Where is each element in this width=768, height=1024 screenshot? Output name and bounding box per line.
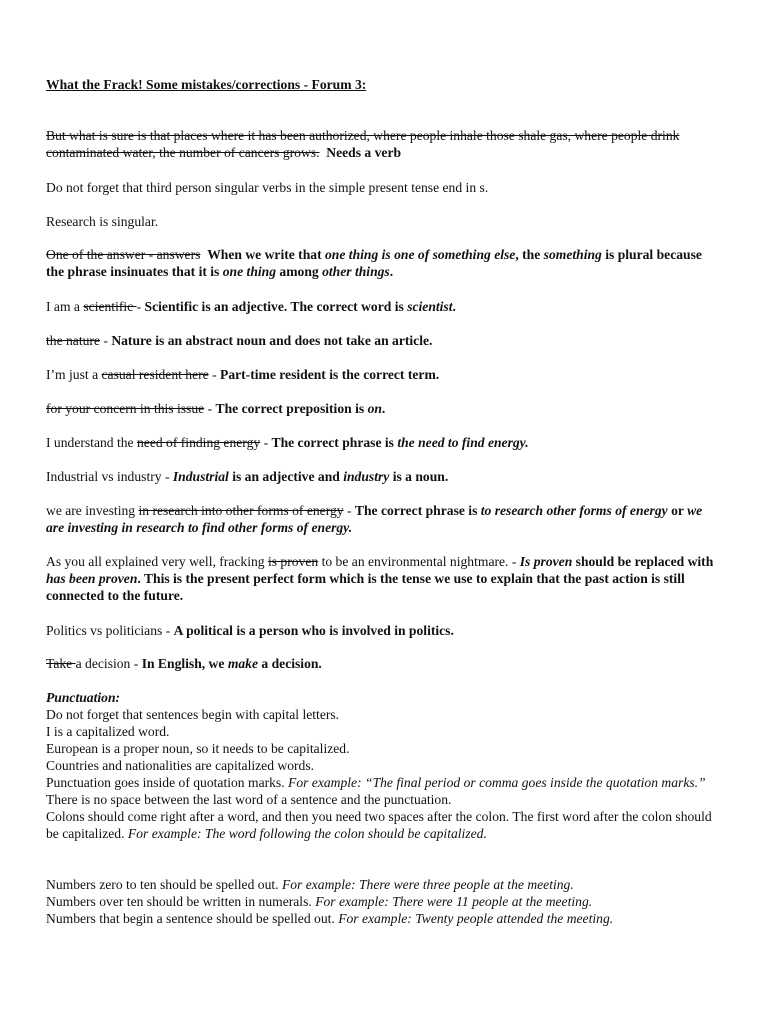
page-title: What the Frack! Some mistakes/corrections - Forum 3: [46, 77, 367, 92]
correction-entry-14: Take a decision - In English, we make a decision. [46, 656, 322, 671]
correction-note: Industrial is an adjective and industry is a noun. [172, 469, 449, 484]
struck-text: the nature [46, 333, 100, 348]
struck-fix: - answers [145, 247, 201, 262]
example-text: For example: The word following the colon should be capitalized. [127, 826, 487, 841]
correction-entry-7: I’m just a casual resident here - Part-time resident is the correct term. [46, 367, 440, 382]
punctuation-rule: Colons should come right after a word, and then you need two spaces after the colon. The first word after the colon should be capitalized. For example: The word following the colon should be capitalized. [46, 809, 712, 841]
punctuation-rule: Countries and nationalities are capitalized words. [46, 758, 315, 773]
correction-entry-8: for your concern in this issue - The correct preposition is on. [46, 401, 386, 416]
correction-entry-9: I understand the need of finding energy - The correct phrase is the need to find energy. [46, 435, 529, 450]
example-text: For example: There were 11 people at the meeting. [315, 894, 593, 909]
correction-note: The correct preposition is on. [215, 401, 386, 416]
struck-text: casual resident here [101, 367, 209, 382]
correction-entry-3: Research is singular. [46, 214, 159, 229]
correction-note: Is proven should be replaced with has been proven. This is the present perfect form which is the tense we use to explain that the past action is still connected to the future. [46, 554, 714, 603]
correction-note: The correct phrase is the need to find energy. [271, 435, 529, 450]
correction-note: The correct phrase is to research other forms of energy or we are investing in research to find other forms of energy. [46, 503, 703, 535]
correction-entry-4 [46, 246, 722, 280]
punctuation-rule: There is no space between the last word of a sentence and the punctuation. [46, 792, 452, 807]
example-text: For example: “The final period or comma goes inside the quotation marks.” [288, 775, 706, 790]
struck-text: need of finding energy [136, 435, 261, 450]
struck-text: Take [46, 656, 76, 671]
number-rule: Numbers that begin a sentence should be spelled out. For example: Twenty people attended the meeting. [46, 911, 614, 926]
correction-entry-13: Politics vs politicians - A political is a person who is involved in politics. [46, 623, 454, 638]
correction-entry-5: I am a scientific - Scientific is an adjective. The correct word is scientist. [46, 299, 456, 314]
number-rule: Numbers over ten should be written in numerals. For example: There were 11 people at the meeting. [46, 894, 593, 909]
example-text: For example: There were three people at the meeting. [281, 877, 574, 892]
correction-entry-2: Do not forget that third person singular verbs in the simple present tense end in s. [46, 180, 489, 195]
struck-text: for your concern in this issue [46, 401, 205, 416]
struck-text: in research into other forms of energy [138, 503, 344, 518]
correction-entry-6: the nature - Nature is an abstract noun and does not take an article. [46, 333, 433, 348]
number-rule: Numbers zero to ten should be spelled out. For example: There were three people at the meeting. [46, 877, 574, 892]
struck-text: One of the answer [46, 247, 146, 262]
correction-entry-10: Industrial vs industry - Industrial is an adjective and industry is a noun. [46, 469, 449, 484]
correction-entry-12: As you all explained very well, fracking is proven to be an environmental nightmare. - Is proven should be replaced with has been proven. This is the present perfect form which is the tense we use to explain that the past action is still connected to the future. [46, 554, 714, 603]
correction-note: A political is a person who is involved in politics. [173, 623, 454, 638]
correction-entry-11: we are investing in research into other forms of energy - The correct phrase is to research other forms of energy or we are investing in research to find other forms of energy. [46, 503, 703, 535]
example-text: For example: Twenty people attended the meeting. [338, 911, 614, 926]
punctuation-rule: I is a capitalized word. [46, 724, 170, 739]
correction-note: Needs a verb [326, 145, 402, 160]
punctuation-rule: Do not forget that sentences begin with capital letters. [46, 707, 340, 722]
correction-note: Nature is an abstract noun and does not take an article. [111, 333, 433, 348]
punctuation-section [46, 689, 722, 842]
numbers-section [46, 876, 722, 927]
struck-text: is proven [267, 554, 319, 569]
correction-note: Part-time resident is the correct term. [220, 367, 440, 382]
correction-note: Scientific is an adjective. The correct word is scientist. [144, 299, 456, 314]
correction-note: When we write that one thing is one of something else, the something is plural because the phrase insinuates that it is one thing among other things. [46, 247, 702, 279]
struck-text: But what is sure is that places where it has been authorized, where people inhale those shale gas, where people drink contaminated water, the number of cancers grows. [46, 128, 680, 160]
correction-note: In English, we make a decision. [141, 656, 322, 671]
correction-entry-1 [46, 127, 722, 161]
punctuation-rule: European is a proper noun, so it needs to be capitalized. [46, 741, 350, 756]
punctuation-heading: Punctuation: [46, 690, 121, 705]
struck-text: scientific [83, 299, 137, 314]
punctuation-rule: Punctuation goes inside of quotation marks. For example: “The final period or comma goes inside the quotation marks.” [46, 775, 706, 790]
